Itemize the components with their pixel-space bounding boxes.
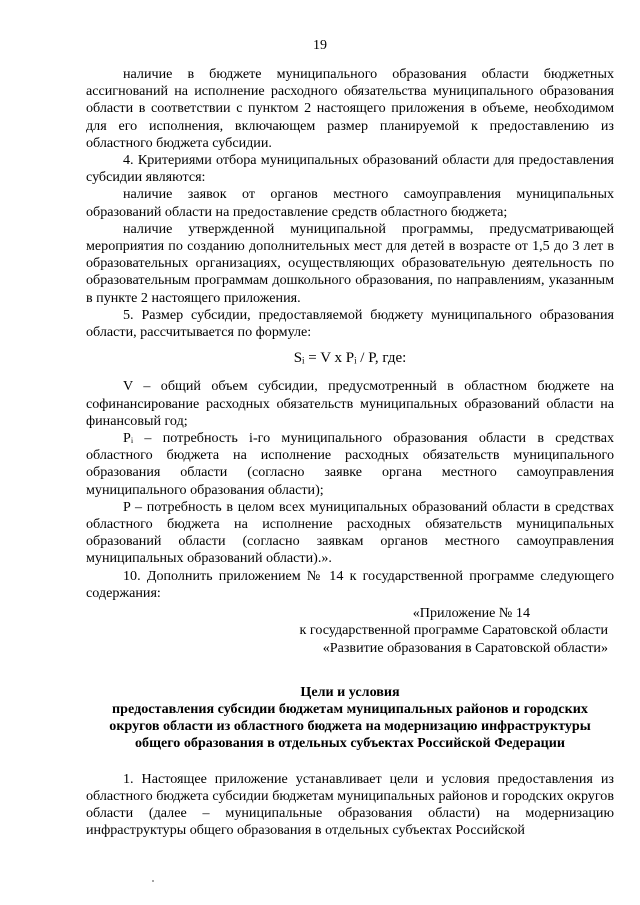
appendix-line-2: «Развитие образования в Саратовской области»	[322, 639, 608, 656]
paragraph-selection-criteria: 4. Критериями отбора муниципальных образований области для предоставления субсидии являются:	[86, 152, 614, 186]
paragraph-appendix-purpose: 1. Настоящее приложение устанавливает цели и условия предоставления из областного бюджета субсидии бюджетам муниципальных районов и городских округов области (далее – муниципальные образования области) на модернизацию инфраструктуры общего образования в отдельных субъектах Российской	[86, 770, 614, 839]
paragraph-subsidy-size: 5. Размер субсидии, предоставляемой бюджету муниципального образования области, рассчитывается по формуле:	[86, 306, 614, 341]
paragraph-budget-allocation: наличие в бюджете муниципального образования области бюджетных ассигнований на исполнение расходного обязательства муниципального образования области в соответствии с пунктом 2 настоящего приложения в объеме, необходимом для его исполнения, включающем размер планируемой к предоставлению из областного бюджета субсидии.	[86, 66, 614, 151]
scan-speck	[152, 880, 154, 882]
section-heading: Цели и условия	[300, 683, 400, 700]
paragraph-municipal-program: наличие утвержденной муниципальной программы, предусматривающей мероприятия по созданию дополнительных мест для детей в возрасте от 1,5 до 3 лет в образовательных организациях, осуществляющих образовательную деятельность по образовательным программам дошкольного образования, по направлениям, указанным в пункте 2 настоящего приложения.	[86, 220, 614, 306]
appendix-line-1: к государственной программе Саратовской области	[299, 622, 608, 639]
subsidy-formula: Sᵢ = V x Pᵢ / P, где:	[293, 350, 407, 367]
document-body	[86, 66, 614, 839]
appendix-header	[86, 605, 614, 657]
definition-p: P – потребность в целом всех муниципальных образований области в средствах областного бюджета на исполнение расходных обязательств муниципальных образований области (согласно заявкам органов местного самоуправления муниципальных образований области).».	[86, 498, 614, 567]
definition-v: V – общий объем субсидии, предусмотренный в областном бюджете на софинансирование расходных обязательств муниципальных образований области на финансовый год;	[86, 378, 614, 429]
appendix-title: «Приложение № 14	[412, 605, 530, 622]
definition-pi: Pᵢ – потребность i-го муниципального образования области в средствах областного бюджета на исполнение расходных обязательств муниципального образования области (согласно заявке органа местного самоуправления муниципального образования области);	[86, 430, 614, 498]
paragraph-applications: наличие заявок от органов местного самоуправления муниципальных образований области на предоставление средств областного бюджета;	[86, 186, 614, 220]
page-number: 19	[313, 38, 327, 53]
paragraph-add-appendix: 10. Дополнить приложением № 14 к государственной программе следующего содержания:	[86, 567, 614, 601]
section-subheading: предоставления субсидии бюджетам муниципальных районов и городских округов области из областного бюджета на модернизацию инфраструктуры общего образования в отдельных субъектах Российской Федерации	[109, 700, 591, 752]
